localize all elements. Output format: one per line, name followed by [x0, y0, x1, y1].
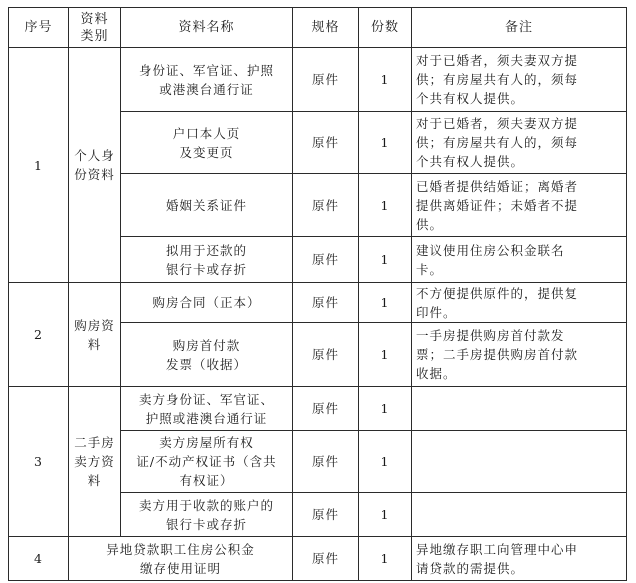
doc-copies: 1	[359, 283, 412, 323]
doc-copies: 1	[359, 237, 412, 283]
doc-name: 购房首付款 发票（收据）	[121, 323, 293, 387]
doc-name: 拟用于还款的 银行卡或存折	[121, 237, 293, 283]
doc-name: 身份证、军官证、护照 或港澳台通行证	[121, 48, 293, 112]
doc-spec: 原件	[293, 112, 359, 174]
doc-name: 婚姻关系证件	[121, 174, 293, 237]
table-row	[9, 387, 627, 431]
doc-remarks: 对于已婚者，须夫妻双方提 供；有房屋共有人的，须每 个共有权人提供。	[412, 48, 627, 112]
doc-remarks: 异地缴存职工向管理中心申 请贷款的需提供。	[412, 537, 627, 581]
doc-name: 户口本人页 及变更页	[121, 112, 293, 174]
table-row	[9, 283, 627, 323]
doc-remarks: 不方便提供原件的，提供复 印件。	[412, 283, 627, 323]
doc-name: 卖方身份证、军官证、 护照或港澳台通行证	[121, 387, 293, 431]
doc-remarks	[412, 493, 627, 537]
doc-copies: 1	[359, 537, 412, 581]
doc-spec: 原件	[293, 237, 359, 283]
header-copies: 份数	[359, 8, 412, 48]
doc-spec: 原件	[293, 387, 359, 431]
doc-spec: 原件	[293, 48, 359, 112]
header-row	[9, 8, 627, 48]
doc-spec: 原件	[293, 283, 359, 323]
doc-copies: 1	[359, 431, 412, 493]
table-row	[9, 537, 627, 581]
doc-copies: 1	[359, 323, 412, 387]
group-category: 个人身份资料	[69, 48, 121, 283]
group-seq: 4	[9, 537, 69, 581]
doc-remarks: 建议使用住房公积金联名 卡。	[412, 237, 627, 283]
doc-copies: 1	[359, 493, 412, 537]
doc-copies: 1	[359, 112, 412, 174]
doc-spec: 原件	[293, 323, 359, 387]
doc-remarks: 一手房提供购房首付款发 票；二手房提供购房首付款 收据。	[412, 323, 627, 387]
group-seq: 1	[9, 48, 69, 283]
header-category: 资料 类别	[69, 8, 121, 48]
doc-remarks: 已婚者提供结婚证；离婚者 提供离婚证件；未婚者不提 供。	[412, 174, 627, 237]
group-category: 购房资料	[69, 283, 121, 387]
doc-remarks	[412, 431, 627, 493]
table-row	[9, 48, 627, 112]
header-seq: 序号	[9, 8, 69, 48]
header-name: 资料名称	[121, 8, 293, 48]
doc-name: 卖方用于收款的账户的 银行卡或存折	[121, 493, 293, 537]
doc-spec: 原件	[293, 431, 359, 493]
doc-remarks	[412, 387, 627, 431]
doc-name: 购房合同（正本）	[121, 283, 293, 323]
header-remarks: 备注	[412, 8, 627, 48]
doc-copies: 1	[359, 48, 412, 112]
doc-remarks: 对于已婚者，须夫妻双方提 供；有房屋共有人的，须每 个共有权人提供。	[412, 112, 627, 174]
doc-copies: 1	[359, 174, 412, 237]
header-spec: 规格	[293, 8, 359, 48]
doc-copies: 1	[359, 387, 412, 431]
group-category: 二手房卖方资料	[69, 387, 121, 537]
doc-spec: 原件	[293, 493, 359, 537]
group-seq: 2	[9, 283, 69, 387]
documents-table	[8, 7, 627, 581]
doc-name-merged: 异地贷款职工住房公积金 缴存使用证明	[69, 537, 293, 581]
group-seq: 3	[9, 387, 69, 537]
doc-spec: 原件	[293, 537, 359, 581]
doc-spec: 原件	[293, 174, 359, 237]
doc-name: 卖方房屋所有权 证/不动产权证书（含共 有权证）	[121, 431, 293, 493]
